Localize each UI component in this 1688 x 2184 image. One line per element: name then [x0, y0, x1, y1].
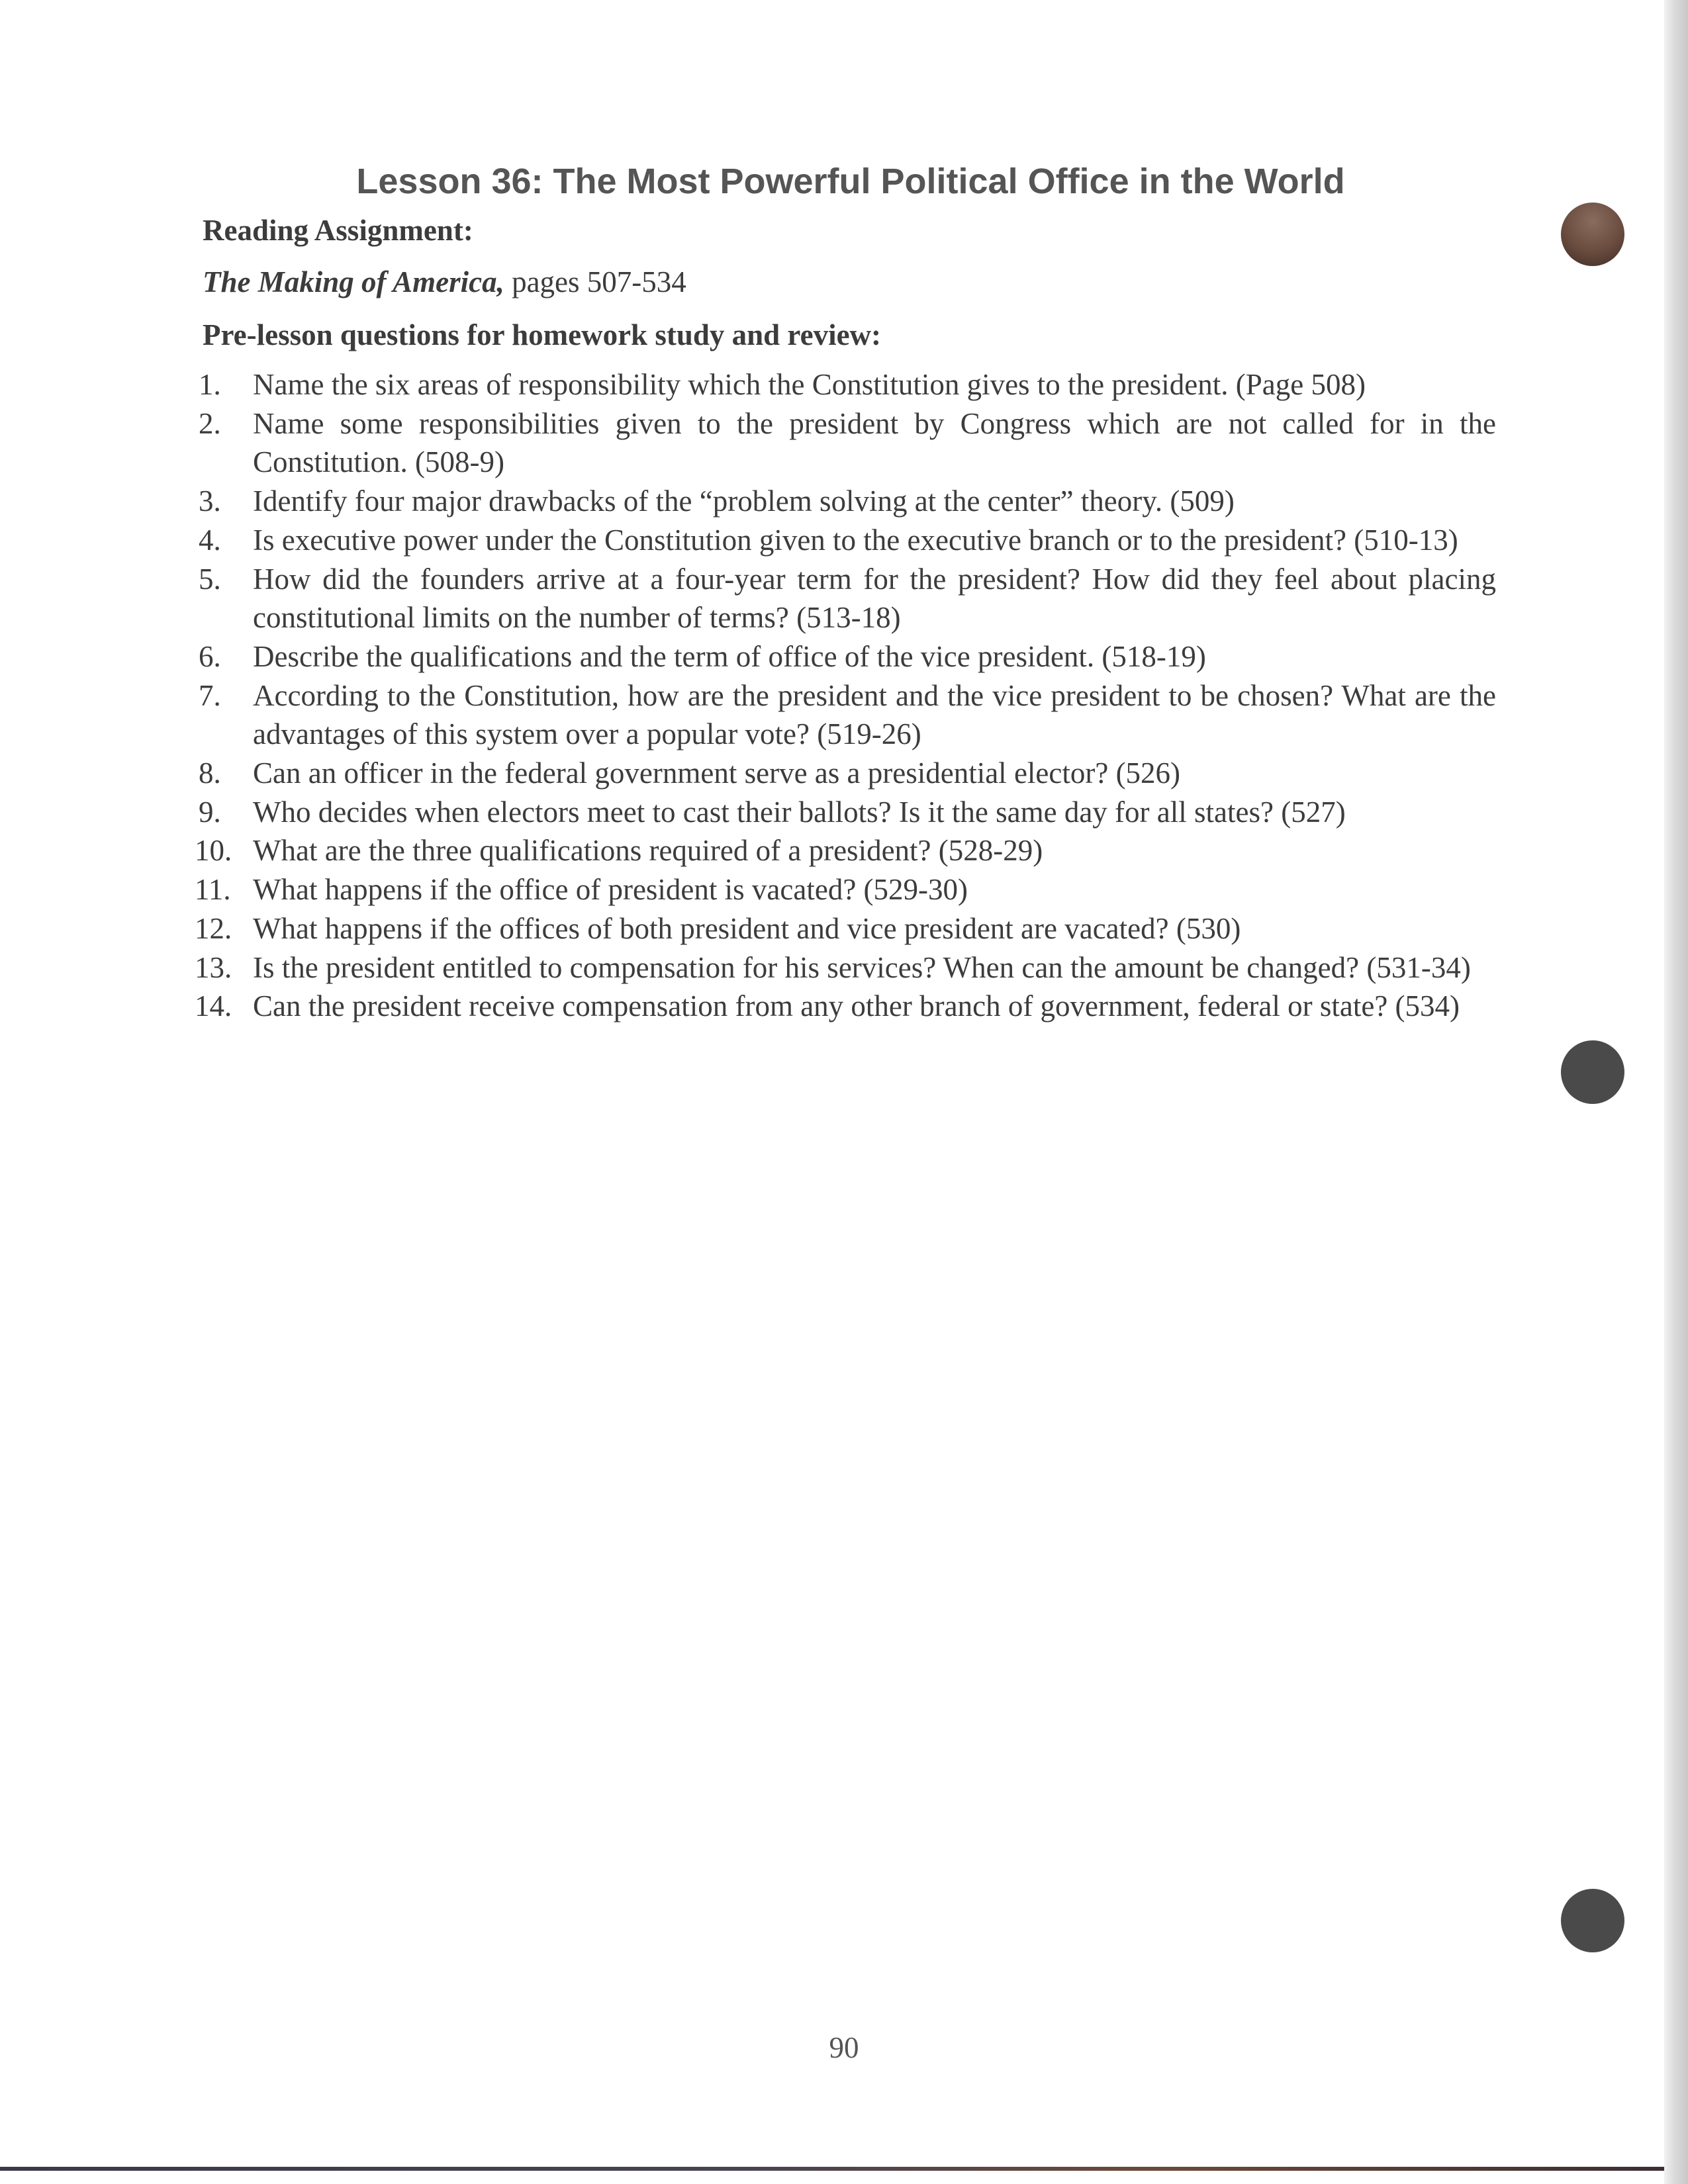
question-number: 13.: [195, 950, 232, 984]
question-text: Name the six areas of responsibility which the Constitution gives to the president. (Page 508): [253, 368, 1366, 401]
question-number: 7.: [199, 678, 221, 712]
question-number: 6.: [199, 639, 221, 673]
question-item: [199, 754, 1496, 793]
question-number: 3.: [199, 484, 221, 518]
question-text: Can an officer in the federal government serve as a presidential elector? (526): [253, 756, 1181, 790]
question-item: [199, 676, 1496, 754]
book-title: The Making of America,: [203, 265, 504, 298]
question-text: What happens if the offices of both president and vice president are vacated? (530): [253, 911, 1241, 945]
page-number: 90: [829, 2031, 859, 2064]
reading-assignment: [203, 262, 686, 302]
question-item: [195, 870, 1496, 909]
question-number: 5.: [199, 562, 221, 596]
binder-hole-bottom: [1561, 1889, 1624, 1952]
question-text: Describe the qualifications and the term of office of the vice president. (518-19): [253, 639, 1206, 673]
question-text: Is the president entitled to compensation for his services? When can the amount be changed? (531-34): [253, 950, 1471, 984]
binder-hole-middle: [1561, 1040, 1624, 1104]
question-item: [195, 987, 1496, 1026]
question-text: Who decides when electors meet to cast their ballots? Is it the same day for all states? (527): [253, 795, 1346, 829]
question-item: [195, 909, 1496, 948]
question-number: 2.: [199, 406, 221, 440]
question-number: 14.: [195, 989, 232, 1023]
question-item: [199, 365, 1496, 404]
scan-bottom-line: [0, 2167, 1664, 2171]
question-number: 9.: [199, 795, 221, 829]
prelesson-heading: Pre-lesson questions for homework study and review:: [203, 318, 882, 351]
question-item: [199, 793, 1496, 832]
scan-bottom-edge: [0, 2154, 1664, 2184]
lesson-title: Lesson 36: The Most Powerful Political Office in the World: [356, 161, 1345, 201]
question-text: What happens if the office of president is vacated? (529-30): [253, 873, 968, 907]
question-text: Name some responsibilities given to the president by Congress which are not called for in the Constitution. (508-9): [253, 406, 1496, 479]
question-text: What are the three qualifications required of a president? (528-29): [253, 834, 1043, 868]
question-list: [195, 365, 1496, 1026]
question-item: [199, 404, 1496, 482]
question-item: [195, 831, 1496, 870]
question-text: How did the founders arrive at a four-year term for the president? How did they feel about placing constitutional limits on the number of terms? (513-18): [253, 562, 1496, 635]
reading-assignment-heading: Reading Assignment:: [203, 214, 473, 247]
question-text: Is executive power under the Constitution given to the executive branch or to the president? (510-13): [253, 523, 1458, 557]
question-item: [195, 948, 1496, 987]
question-number: 4.: [199, 523, 221, 557]
question-number: 12.: [195, 911, 232, 945]
question-item: [199, 482, 1496, 521]
question-number: 1.: [199, 368, 221, 401]
question-item: [199, 521, 1496, 560]
question-text: Can the president receive compensation from any other branch of government, federal or state? (534): [253, 989, 1460, 1023]
question-text: According to the Constitution, how are the president and the vice president to be chosen? What are the advantages of this system over a popular vote? (519-26): [253, 678, 1496, 751]
question-number: 8.: [199, 756, 221, 790]
book-pages: pages 507-534: [504, 265, 686, 298]
scan-right-edge: [1664, 0, 1688, 2184]
question-number: 11.: [195, 873, 231, 907]
question-item: [199, 637, 1496, 676]
question-text: Identify four major drawbacks of the “problem solving at the center” theory. (509): [253, 484, 1235, 518]
question-item: [199, 560, 1496, 637]
question-number: 10.: [195, 834, 232, 868]
binder-hole-top: [1561, 203, 1624, 266]
